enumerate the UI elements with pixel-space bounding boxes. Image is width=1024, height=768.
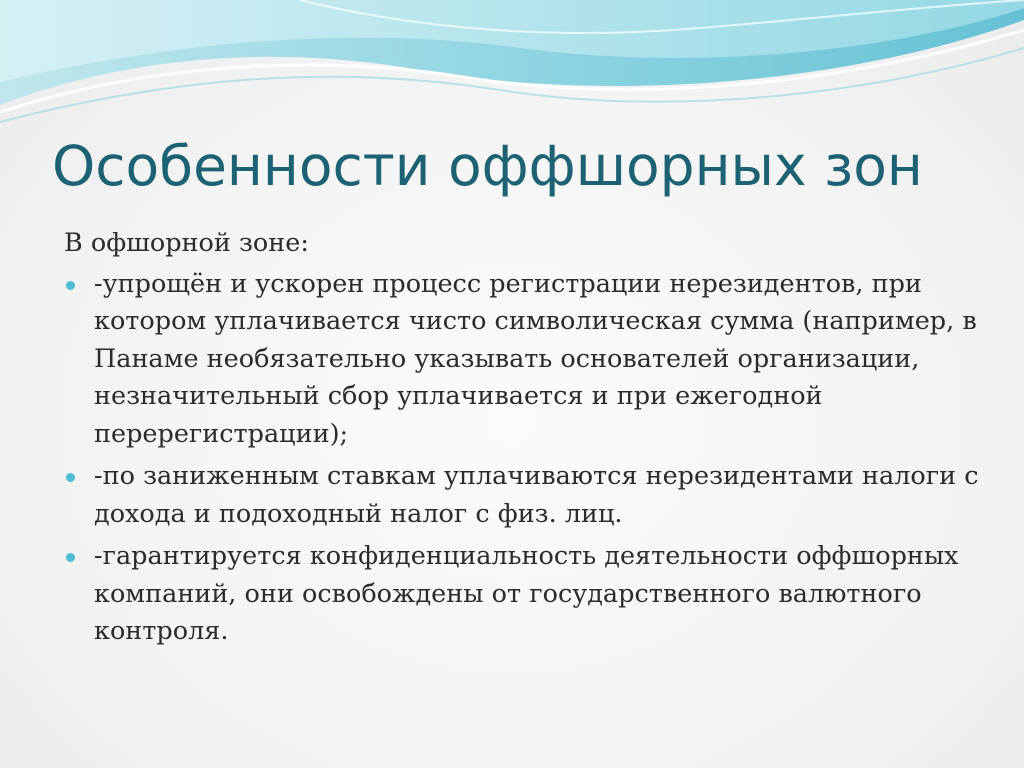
bullet-dot-icon xyxy=(66,473,75,482)
bullet-dot-icon xyxy=(66,281,75,290)
bullet-item xyxy=(64,538,984,651)
intro-text: В офшорной зоне: xyxy=(64,228,309,258)
bullet-item xyxy=(64,266,984,454)
bullet-text: -упрощён и ускорен процесс регистрации нерезидентов, при котором уплачивается чисто символическая сумма (например, в Панаме необязательно указывать основателей организации, незначительный сбор уплачивается и при ежегодной перерегистрации); xyxy=(94,268,977,449)
slide-title: Особенности оффшорных зон xyxy=(52,134,923,198)
bullet-item xyxy=(64,458,984,533)
slide-content xyxy=(64,225,984,656)
bullet-list xyxy=(64,266,984,651)
decorative-wave xyxy=(0,0,1024,130)
bullet-text: -гарантируется конфиденциальность деятельности оффшорных компаний, они освобождены от государственного валютного контроля. xyxy=(94,541,959,646)
bullet-dot-icon xyxy=(66,553,75,562)
bullet-text: -по заниженным ставкам уплачиваются нерезидентами налоги с дохода и подоходный налог с физ. лиц. xyxy=(94,461,979,529)
